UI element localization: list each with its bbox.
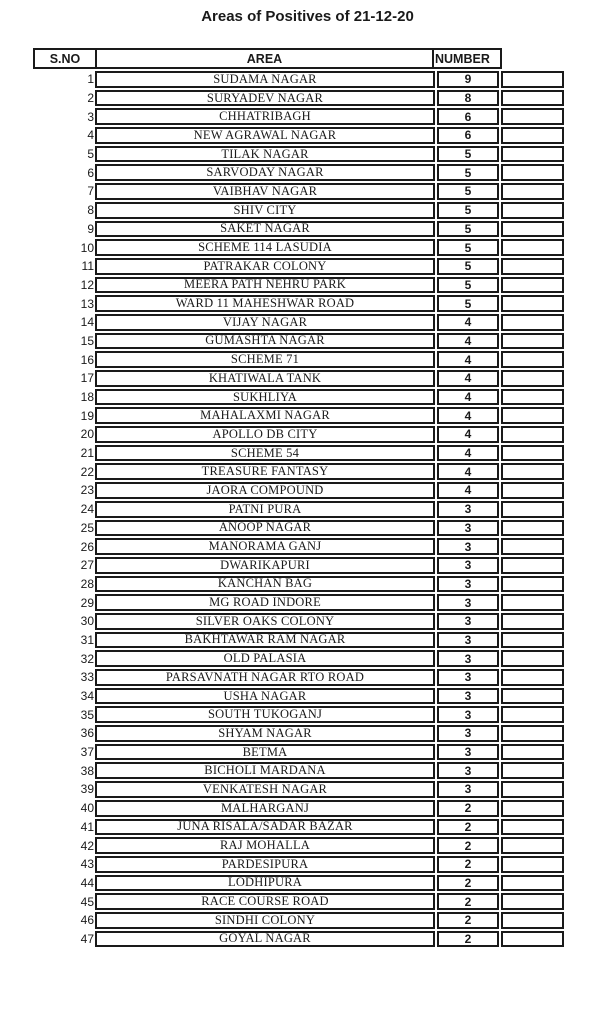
row-number-cell: 4 (437, 407, 499, 424)
table-row (33, 90, 564, 107)
table-row (33, 445, 564, 462)
row-area-cell: SILVER OAKS COLONY (95, 613, 435, 630)
row-area-cell: PATNI PURA (95, 501, 435, 518)
row-area-cell: TILAK NAGAR (95, 146, 435, 163)
row-area-cell: BETMA (95, 744, 435, 761)
row-number-cell: 3 (437, 557, 499, 574)
row-serial-number: 4 (87, 128, 94, 143)
row-empty-cell (501, 202, 564, 219)
row-empty-cell (501, 856, 564, 873)
row-area-cell: MG ROAD INDORE (95, 594, 435, 611)
row-number-cell: 2 (437, 800, 499, 817)
row-number-cell: 3 (437, 520, 499, 537)
row-empty-cell (501, 744, 564, 761)
row-empty-cell (501, 837, 564, 854)
row-number-cell: 3 (437, 632, 499, 649)
table-row (33, 351, 564, 368)
row-number-cell: 5 (437, 183, 499, 200)
row-empty-cell (501, 295, 564, 312)
row-number-cell: 3 (437, 538, 499, 555)
row-empty-cell (501, 183, 564, 200)
row-area-cell: MEERA PATH NEHRU PARK (95, 277, 435, 294)
table-row (33, 931, 564, 948)
row-serial-number: 2 (87, 91, 94, 106)
row-area-cell: SCHEME 71 (95, 351, 435, 368)
row-area-cell: SINDHI COLONY (95, 912, 435, 929)
row-serial-number: 11 (81, 259, 94, 274)
row-serial-number: 9 (87, 221, 94, 236)
row-number-cell: 2 (437, 875, 499, 892)
row-serial-number: 43 (80, 857, 94, 872)
row-empty-cell (501, 445, 564, 462)
row-number-cell: 3 (437, 688, 499, 705)
row-number-cell: 3 (437, 613, 499, 630)
table-row (33, 295, 564, 312)
row-area-cell: VAIBHAV NAGAR (95, 183, 435, 200)
table-body (33, 71, 564, 947)
row-serial-number: 26 (80, 539, 94, 554)
row-number-cell: 4 (437, 463, 499, 480)
row-serial-number: 1 (87, 72, 94, 87)
row-empty-cell (501, 482, 564, 499)
row-empty-cell (501, 781, 564, 798)
row-number-cell: 3 (437, 576, 499, 593)
row-serial-number: 12 (80, 277, 94, 292)
table-row (33, 520, 564, 537)
row-serial-number: 45 (80, 894, 94, 909)
row-serial-number: 13 (80, 296, 94, 311)
row-empty-cell (501, 632, 564, 649)
row-area-cell: PATRAKAR COLONY (95, 258, 435, 275)
row-empty-cell (501, 912, 564, 929)
row-number-cell: 3 (437, 725, 499, 742)
row-number-cell: 5 (437, 221, 499, 238)
row-serial-number: 20 (80, 427, 94, 442)
row-area-cell: OLD PALASIA (95, 650, 435, 667)
row-serial-number: 15 (80, 333, 94, 348)
table-row (33, 725, 564, 742)
row-number-cell: 4 (437, 445, 499, 462)
row-serial-number: 41 (80, 819, 94, 834)
row-serial-number: 25 (80, 520, 94, 535)
row-number-cell: 4 (437, 426, 499, 443)
row-empty-cell (501, 875, 564, 892)
table-row (33, 501, 564, 518)
row-empty-cell (501, 520, 564, 537)
table-row (33, 538, 564, 555)
table-row (33, 800, 564, 817)
row-number-cell: 3 (437, 744, 499, 761)
table-row (33, 688, 564, 705)
row-empty-cell (501, 239, 564, 256)
row-serial-number: 34 (80, 689, 94, 704)
table-header (33, 48, 502, 69)
row-empty-cell (501, 931, 564, 948)
row-serial-number: 28 (80, 576, 94, 591)
table-row (33, 202, 564, 219)
row-empty-cell (501, 258, 564, 275)
table-row (33, 277, 564, 294)
row-number-cell: 3 (437, 669, 499, 686)
row-area-cell: SCHEME 114 LASUDIA (95, 239, 435, 256)
table-row (33, 146, 564, 163)
row-empty-cell (501, 557, 564, 574)
row-area-cell: SURYADEV NAGAR (95, 90, 435, 107)
row-area-cell: RAJ MOHALLA (95, 837, 435, 854)
row-area-cell: CHHATRIBAGH (95, 108, 435, 125)
row-area-cell: BAKHTAWAR RAM NAGAR (95, 632, 435, 649)
row-number-cell: 4 (437, 314, 499, 331)
row-serial-number: 31 (80, 632, 94, 647)
table-row (33, 314, 564, 331)
row-number-cell: 3 (437, 650, 499, 667)
row-number-cell: 5 (437, 146, 499, 163)
row-number-cell: 2 (437, 893, 499, 910)
row-empty-cell (501, 146, 564, 163)
table-row (33, 164, 564, 181)
row-area-cell: SOUTH TUKOGANJ (95, 706, 435, 723)
table-row (33, 258, 564, 275)
row-empty-cell (501, 127, 564, 144)
row-empty-cell (501, 819, 564, 836)
row-serial-number: 38 (80, 763, 94, 778)
row-empty-cell (501, 725, 564, 742)
row-empty-cell (501, 762, 564, 779)
row-area-cell: MAHALAXMI NAGAR (95, 407, 435, 424)
row-serial-number: 46 (80, 913, 94, 928)
row-serial-number: 44 (80, 875, 94, 890)
row-serial-number: 35 (80, 707, 94, 722)
table-row (33, 819, 564, 836)
header-cell-area: AREA (97, 50, 434, 67)
row-empty-cell (501, 370, 564, 387)
row-area-cell: SARVODAY NAGAR (95, 164, 435, 181)
row-serial-number: 3 (87, 109, 94, 124)
table-row (33, 650, 564, 667)
table-row (33, 744, 564, 761)
table-row (33, 389, 564, 406)
row-serial-number: 8 (87, 203, 94, 218)
row-empty-cell (501, 71, 564, 88)
row-empty-cell (501, 688, 564, 705)
row-area-cell: MALHARGANJ (95, 800, 435, 817)
row-serial-number: 36 (80, 726, 94, 741)
table-row (33, 613, 564, 630)
row-empty-cell (501, 90, 564, 107)
row-area-cell: SAKET NAGAR (95, 221, 435, 238)
row-area-cell: WARD 11 MAHESHWAR ROAD (95, 295, 435, 312)
row-empty-cell (501, 407, 564, 424)
row-area-cell: SHIV CITY (95, 202, 435, 219)
row-empty-cell (501, 277, 564, 294)
row-number-cell: 5 (437, 202, 499, 219)
table-row (33, 407, 564, 424)
row-empty-cell (501, 426, 564, 443)
row-serial-number: 18 (80, 390, 94, 405)
row-empty-cell (501, 314, 564, 331)
row-serial-number: 23 (80, 483, 94, 498)
table-row (33, 706, 564, 723)
row-serial-number: 42 (80, 838, 94, 853)
row-serial-number: 27 (80, 558, 94, 573)
row-empty-cell (501, 706, 564, 723)
row-empty-cell (501, 501, 564, 518)
row-number-cell: 2 (437, 837, 499, 854)
row-serial-number: 40 (80, 801, 94, 816)
row-area-cell: TREASURE FANTASY (95, 463, 435, 480)
row-serial-number: 19 (80, 408, 94, 423)
row-number-cell: 3 (437, 594, 499, 611)
row-area-cell: NEW AGRAWAL NAGAR (95, 127, 435, 144)
table-row (33, 632, 564, 649)
table-row (33, 594, 564, 611)
row-area-cell: RACE COURSE ROAD (95, 893, 435, 910)
row-area-cell: VENKATESH NAGAR (95, 781, 435, 798)
table-row (33, 893, 564, 910)
row-empty-cell (501, 800, 564, 817)
table-row (33, 71, 564, 88)
header-cell-sno: S.NO (35, 50, 97, 67)
page-title: Areas of Positives of 21-12-20 (201, 8, 414, 25)
row-serial-number: 7 (87, 184, 94, 199)
row-number-cell: 3 (437, 501, 499, 518)
row-area-cell: ANOOP NAGAR (95, 520, 435, 537)
row-empty-cell (501, 613, 564, 630)
table-row (33, 912, 564, 929)
row-number-cell: 6 (437, 127, 499, 144)
row-area-cell: BICHOLI MARDANA (95, 762, 435, 779)
row-number-cell: 8 (437, 90, 499, 107)
row-number-cell: 2 (437, 931, 499, 948)
table-row (33, 856, 564, 873)
row-serial-number: 16 (80, 352, 94, 367)
row-serial-number: 10 (80, 240, 94, 255)
row-number-cell: 4 (437, 389, 499, 406)
row-area-cell: VIJAY NAGAR (95, 314, 435, 331)
row-number-cell: 5 (437, 277, 499, 294)
row-area-cell: MANORAMA GANJ (95, 538, 435, 555)
table-row (33, 576, 564, 593)
row-number-cell: 4 (437, 370, 499, 387)
row-number-cell: 4 (437, 482, 499, 499)
row-serial-number: 21 (80, 446, 94, 461)
header-cell-number: NUMBER (435, 51, 490, 66)
row-area-cell: KHATIWALA TANK (95, 370, 435, 387)
row-area-cell: DWARIKAPURI (95, 557, 435, 574)
row-empty-cell (501, 538, 564, 555)
table-row (33, 370, 564, 387)
row-serial-number: 17 (80, 371, 94, 386)
table-row (33, 669, 564, 686)
table-row (33, 239, 564, 256)
row-serial-number: 37 (80, 745, 94, 760)
table-row (33, 557, 564, 574)
data-table (33, 48, 564, 949)
row-serial-number: 14 (80, 315, 94, 330)
row-area-cell: LODHIPURA (95, 875, 435, 892)
row-area-cell: SCHEME 54 (95, 445, 435, 462)
row-number-cell: 2 (437, 856, 499, 873)
row-serial-number: 29 (80, 595, 94, 610)
row-area-cell: SHYAM NAGAR (95, 725, 435, 742)
row-number-cell: 5 (437, 258, 499, 275)
row-serial-number: 39 (80, 782, 94, 797)
table-row (33, 482, 564, 499)
row-area-cell: SUDAMA NAGAR (95, 71, 435, 88)
row-serial-number: 24 (80, 502, 94, 517)
row-empty-cell (501, 650, 564, 667)
row-number-cell: 5 (437, 164, 499, 181)
row-serial-number: 30 (80, 614, 94, 629)
row-area-cell: JUNA RISALA/SADAR BAZAR (95, 819, 435, 836)
row-serial-number: 32 (80, 651, 94, 666)
row-area-cell: JAORA COMPOUND (95, 482, 435, 499)
row-number-cell: 5 (437, 295, 499, 312)
row-number-cell: 9 (437, 71, 499, 88)
row-empty-cell (501, 221, 564, 238)
table-row (33, 781, 564, 798)
table-row (33, 108, 564, 125)
table-row (33, 333, 564, 350)
row-area-cell: APOLLO DB CITY (95, 426, 435, 443)
row-area-cell: GUMASHTA NAGAR (95, 333, 435, 350)
row-serial-number: 47 (80, 931, 94, 946)
table-row (33, 837, 564, 854)
row-serial-number: 5 (87, 147, 94, 162)
row-number-cell: 4 (437, 351, 499, 368)
row-empty-cell (501, 351, 564, 368)
row-empty-cell (501, 893, 564, 910)
table-row (33, 183, 564, 200)
row-number-cell: 3 (437, 762, 499, 779)
table-row (33, 426, 564, 443)
row-empty-cell (501, 576, 564, 593)
row-area-cell: USHA NAGAR (95, 688, 435, 705)
row-empty-cell (501, 463, 564, 480)
row-number-cell: 2 (437, 912, 499, 929)
table-row (33, 221, 564, 238)
row-empty-cell (501, 108, 564, 125)
row-number-cell: 5 (437, 239, 499, 256)
row-number-cell: 3 (437, 706, 499, 723)
row-number-cell: 6 (437, 108, 499, 125)
row-empty-cell (501, 164, 564, 181)
row-serial-number: 33 (80, 670, 94, 685)
row-area-cell: GOYAL NAGAR (95, 931, 435, 948)
row-number-cell: 4 (437, 333, 499, 350)
row-serial-number: 22 (80, 464, 94, 479)
row-empty-cell (501, 669, 564, 686)
row-empty-cell (501, 333, 564, 350)
table-row (33, 127, 564, 144)
row-serial-number: 6 (87, 165, 94, 180)
table-row (33, 762, 564, 779)
row-number-cell: 2 (437, 819, 499, 836)
row-area-cell: PARSAVNATH NAGAR RTO ROAD (95, 669, 435, 686)
row-area-cell: SUKHLIYA (95, 389, 435, 406)
row-area-cell: KANCHAN BAG (95, 576, 435, 593)
row-number-cell: 3 (437, 781, 499, 798)
row-empty-cell (501, 594, 564, 611)
table-row (33, 875, 564, 892)
row-area-cell: PARDESIPURA (95, 856, 435, 873)
table-row (33, 463, 564, 480)
row-empty-cell (501, 389, 564, 406)
